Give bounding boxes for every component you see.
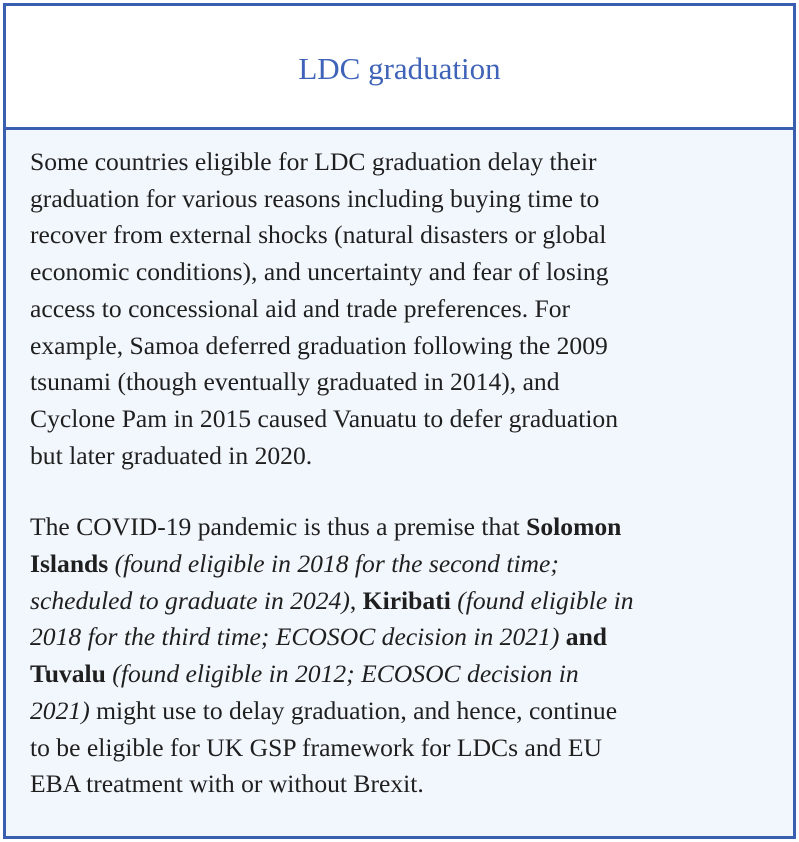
text-run: The COVID-19 pandemic is thus a premise that [30, 512, 527, 542]
paragraph-1-line: but later graduated in 2020. [30, 440, 313, 470]
country-tuvalu: Tuvalu [30, 659, 106, 689]
paragraph-1-line: Some countries eligible for LDC graduation delay their [30, 147, 597, 176]
box-body [6, 130, 793, 803]
eligibility-note: scheduled to graduate in 2024) [30, 585, 350, 615]
eligibility-note: (found eligible in 2018 for the second time; [108, 549, 559, 579]
paragraph-1-line: graduation for various reasons including buying time to [30, 183, 600, 213]
paragraph-2-line: EBA treatment with or without Brexit. [30, 769, 424, 799]
paragraph-2-line [30, 546, 773, 583]
paragraph-2-line [30, 619, 773, 656]
paragraph-1-line: economic conditions), and uncertainty and fear of losing [30, 257, 609, 287]
paragraph-2-line [30, 583, 773, 620]
paragraph-2-line [30, 693, 773, 730]
ldc-graduation-box [3, 3, 796, 839]
conjunction-and: and [559, 622, 608, 652]
paragraph-1 [30, 144, 773, 474]
eligibility-note: 2021) [30, 695, 90, 725]
paragraph-1-line: Cyclone Pam in 2015 caused Vanuatu to defer graduation [30, 403, 619, 433]
paragraph-1-line: tsunami (though eventually graduated in 2014), and [30, 367, 560, 397]
paragraph-2-line [30, 509, 773, 546]
eligibility-note: 2018 for the third time; ECOSOC decision in 2021) [30, 622, 560, 652]
eligibility-note: (found eligible in [450, 585, 634, 615]
eligibility-note: (found eligible in 2012; ECOSOC decision in [105, 659, 579, 689]
text-run: might use to delay graduation, and hence, continue [89, 695, 618, 725]
paragraph-2 [30, 509, 773, 803]
box-header [6, 6, 793, 130]
paragraph-1-line: recover from external shocks (natural disasters or global [30, 220, 607, 250]
paragraph-2-line: to be eligible for UK GSP framework for LDCs and EU [30, 732, 602, 762]
paragraph-1-line: example, Samoa deferred graduation following the 2009 [30, 330, 608, 360]
text-run: , [349, 585, 363, 615]
country-solomon-islands: Solomon [526, 512, 622, 542]
paragraph-2-line [30, 656, 773, 693]
country-solomon-islands: Islands [30, 549, 109, 579]
box-title: LDC graduation [298, 50, 501, 86]
paragraph-1-line: access to concessional aid and trade preferences. For [30, 293, 571, 323]
country-kiribati: Kiribati [362, 585, 451, 615]
